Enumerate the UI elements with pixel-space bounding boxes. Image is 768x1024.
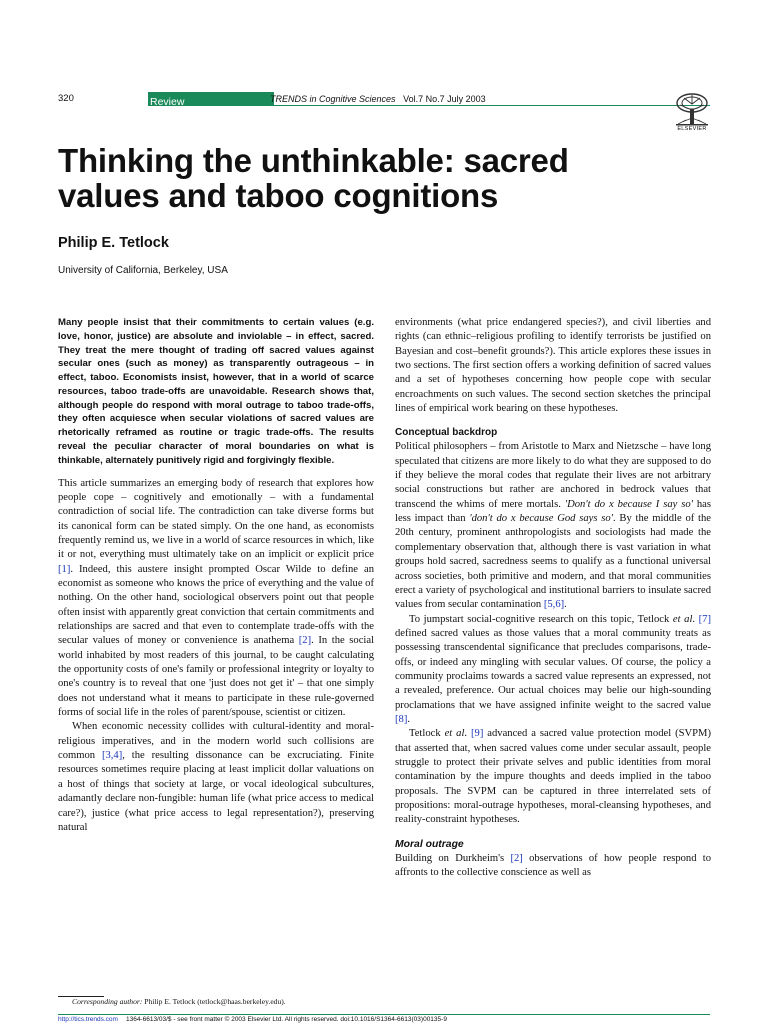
- journal-citation: [270, 92, 486, 106]
- intro-paragraph-1: This article summarizes an emerging body of research that explores how people cope – cognitively and emotionally – with a fundamental contradiction of social life. The contradiction can take diverse forms but its canonical form can be stated simply. On the one hand, as economists frequently remind us, we live in a world of scarce resources in which, like it or not, everything must ultimately take on an implicit or explicit price [1]. Indeed, this austere insight prompted Oscar Wilde to define an economist as someone who knows the price of everything and the value of nothing. On the other hand, sociological observers point out that people often insist with apparently great conviction that certain commitments and relationships are sacred and that even to contemplate trade-offs with the secular values of money or convenience is anathema [2]. In the social world inhabited by most readers of this journal, to be caught calculating the opportunity costs of one's family or professional integrity or loyalty to one's country is to reveal that one 'just does not get it' – that one simply does not understand what it means to participate in these rule-governed forms of social life in the roles of parent/spouse, scientist or citizen.: [58, 477, 374, 719]
- author-name: Philip E. Tetlock: [58, 235, 169, 251]
- intro-paragraph-2: When economic necessity collides with cultural-identity and moral-religious imperatives, and in the modern world such collisions are common [3,4], the resulting dissonance can be excruciating. Finite resources sometimes require placing at least implicit dollar valuations on a host of things that society at large, or vocal ideological subcultures, adamantly declare non-fungible: human life (what price access to medical care?), justice (what price access to legal representation?), preserving natural: [58, 721, 374, 833]
- journal-name: TRENDS in Cognitive Sciences: [270, 94, 396, 104]
- running-header: [58, 92, 710, 106]
- elsevier-logo: [672, 92, 712, 136]
- journal-url-link[interactable]: http://tics.trends.com: [58, 1016, 118, 1023]
- citation-link[interactable]: [5,6]: [543, 599, 565, 611]
- abstract: Many people insist that their commitments to certain values (e.g. love, honor, justice) are absolute and inviolable – in effect, sacred. They treat the mere thought of trading off sacred values against secular ones (such as money) as transparently outrageous – in effect, taboo. Economists insist, however, that in a world of scarce resources, taboo trade-offs are unavoidable. Research shows that, although people do respond with moral outrage to taboo trade-offs, they often acquiesce when secular violations of sacred values are rhetorically reframed as routine or tragic trade-offs. The results reveal the peculiar character of moral boundaries on what is thinkable, alternately punitively rigid and forgivingly flexible.: [58, 317, 374, 466]
- citation-link[interactable]: [7]: [698, 613, 711, 625]
- journal-volume: Vol.7 No.7 July 2003: [403, 94, 486, 104]
- left-column: [58, 316, 374, 835]
- author-affiliation: University of California, Berkeley, USA: [58, 265, 228, 276]
- citation-link[interactable]: [9]: [471, 728, 484, 740]
- page-number: 320: [58, 93, 74, 104]
- citation-link[interactable]: [1]: [58, 563, 71, 575]
- moral-outrage-paragraph-1: Building on Durkheim's [2] observations of how people respond to affronts to the collective conscience as well as: [395, 852, 712, 879]
- header-rule: [274, 105, 710, 106]
- corresponding-author-footnote: Corresponding author: Philip E. Tetlock (tetlock@haas.berkeley.edu).: [72, 997, 286, 1006]
- copyright-doi: 1364-6613/03/$ - see front matter © 2003 Elsevier Ltd. All rights reserved. doi:10.1016/S1364-6613(03)00135-9: [125, 1016, 447, 1023]
- section-1-paragraph-2: To jumpstart social-cognitive research on this topic, Tetlock et al. [7] defined sacred values as those values that a moral community treats as possessing transcendental significance that precludes comparisons, trade-offs, or indeed any mingling with secular values. Of course, the policy a community proclaims towards a sacred value represents an expressed, not a revealed, preference. Our actual choices may belie our high-sounding proclamations that we have assigned infinite weight to the sacred value [8].: [395, 613, 711, 725]
- publisher-wordmark: ELSEVIER: [677, 126, 707, 132]
- footer-rule: [58, 1014, 710, 1015]
- section-1-paragraph-1: Political philosophers – from Aristotle to Marx and Nietzsche – have long speculated that citizens are more likely to do what they are supposed to do if they believe the moral codes that regulate their lives are not arbitrary social constructions but rather are anchored in bedrock values that transcend the whims of mere mortals. 'Don't do x because I say so' has less impact than 'don't do x because God says so'. By the middle of the 20th century, prominent anthropologists and sociologists had made the complementary observation that, although there is vast variation in what groups hold sacred, sacredness seems to qualify as a functional universal across societies, both primitive and modern, and that moral communities erect a variety of psychological and institutional barriers to insulate sacred values from secular contamination [5,6].: [395, 441, 711, 611]
- intro-paragraph-continued: environments (what price endangered species?), and civil liberties and rights (can ethnic–religious profiling to identify terrorists be justified on Bayesian and cost–benefit grounds?). This article explores these issues in two sections. The first section offers a working definition of sacred values and a set of hypotheses concerning how people cope with secular encroachments on such values. The second section sketches the principal lines of empirical work bearing on these hypotheses.: [395, 317, 711, 415]
- citation-link[interactable]: [8]: [395, 713, 408, 725]
- tree-icon: [672, 92, 712, 126]
- section-label: Review: [150, 96, 185, 108]
- section-1-paragraph-3: Tetlock et al. [9] advanced a sacred value protection model (SVPM) that asserted that, when sacred values come under secular assault, people struggle to protect their private selves and public identities from moral contamination by the impure thoughts and deeds implied in the taboo proposals. The SVPM can be captured in three interrelated sets of propositions: moral-outrage hypotheses, moral-cleansing hypotheses, and reality-constraint hypotheses.: [395, 728, 711, 826]
- subsection-heading-moral-outrage: Moral outrage: [395, 838, 464, 850]
- section-heading-conceptual-backdrop: Conceptual backdrop: [395, 427, 498, 439]
- page-footer: [58, 1016, 447, 1024]
- citation-link[interactable]: [3,4]: [101, 750, 123, 762]
- right-column: [395, 316, 711, 880]
- citation-link[interactable]: [2]: [510, 852, 523, 864]
- article-title: Thinking the unthinkable: sacred values and taboo cognitions: [58, 142, 569, 214]
- section-band: [148, 92, 274, 106]
- citation-link[interactable]: [2]: [298, 635, 312, 647]
